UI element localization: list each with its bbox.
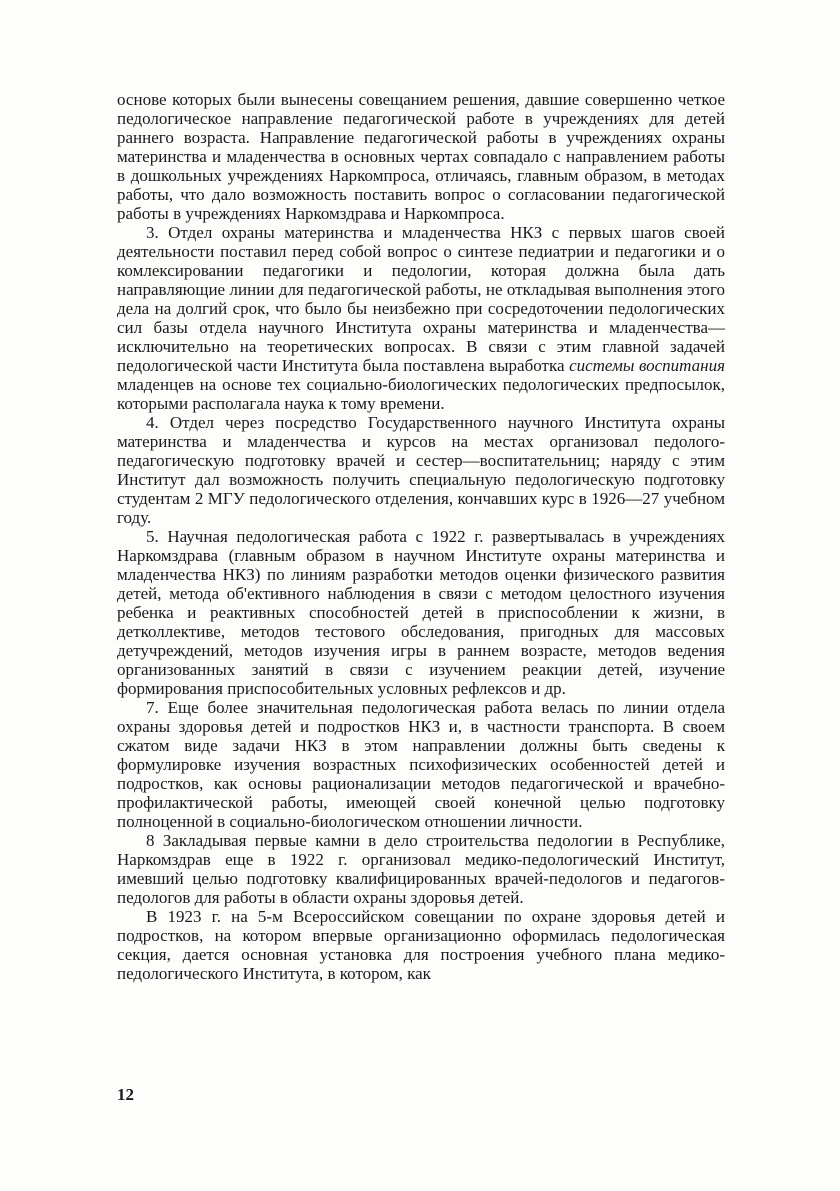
paragraph-item-4: 4. Отдел через посредство Государственного научного Института охраны материнства и младенчества и курсов на местах организовал педолого-педагогическую подготовку врачей и сестер—воспитательниц; наряду с этим Институт дал возможность получить специальную педологическую подготовку студентам 2 МГУ педологического отделения, кончавших курс в 1926—27 учебном году. xyxy=(117,413,725,527)
emphasis-text: системы воспитания xyxy=(569,356,725,375)
paragraph-continuation: основе которых были вынесены совещанием решения, давшие совершенно четкое педологическое направление педагогической работе в учреждениях для детей раннего возраста. Направление педагогической работы в учреждениях охраны материнства и младенчества в основных чертах совпадало с направлением работы в дошкольных учреждениях Наркомпроса, отличаясь, главным образом, в методах работы, что дало возможность поставить вопрос о согласовании педагогической работы в учреждениях Наркомздрава и Наркомпроса. xyxy=(117,90,725,223)
paragraph-item-5: 5. Научная педологическая работа с 1922 г. развертывалась в учреждениях Наркомздрава (главным образом в научном Институте охраны материнства и младенчества НКЗ) по линиям разработки методов оценки физического развития детей, метода об'ективного наблюдения в связи с методом целостного изучения ребенка и реактивных способностей детей в приспособлении к жизни, в детколлективе, методов тестового обследования, пригодных для массовых детучреждений, методов изучения игры в раннем возрасте, методов ведения организованных занятий в связи с изучением реакции детей, изучение формирования приспособительных условных рефлексов и др. xyxy=(117,527,725,698)
paragraph-item-7: 7. Еще более значительная педологическая работа велась по линии отдела охраны здоровья детей и подростков НКЗ и, в частности транспорта. В своем сжатом виде задачи НКЗ в этом направлении должны быть сведены к формулировке изучения возрастных психофизических особенностей детей и подростков, как основы рационализации методов педагогической и врачебно-профилактической работы, имеющей своей конечной целью подготовку полноценной в социально-биологическом отношении личности. xyxy=(117,698,725,831)
paragraph-item-3-text-end: младенцев на основе тех социально-биологических педологических предпосылок, которыми располагала наука к тому времени. xyxy=(117,375,725,413)
body-text xyxy=(117,90,725,983)
paragraph-item-8: 8 Закладывая первые камни в дело строительства педологии в Республике, Наркомздрав еще в 1922 г. организовал медико-педологический Институт, имевший целью подготовку квалифицированных врачей-педологов и педагогов-педологов для работы в области охраны здоровья детей. xyxy=(117,831,725,907)
paragraph-item-3 xyxy=(117,223,725,413)
paragraph-1923: В 1923 г. на 5-м Всероссийском совещании по охране здоровья детей и подростков, на котором впервые организационно оформилась педологическая секция, дается основная установка для построения учебного плана медико-педологического Института, в котором, как xyxy=(117,907,725,983)
page-number: 12 xyxy=(117,1085,134,1104)
paragraph-item-3-text: 3. Отдел охраны материнства и младенчества НКЗ с первых шагов своей деятельности поставил перед собой вопрос о синтезе педиатрии и педагогики и о комлексировании педагогики и педологии, которая должна была дать направляющие линии для педагогической работы, не откладывая выполнения этого дела на долгий срок, что было бы неизбежно при сосредоточении педологических сил базы отдела научного Института охраны материнства и младенчества—исключительно на теоретических вопросах. В связи с этим главной задачей педологической части Института была поставлена выработка xyxy=(117,223,725,375)
